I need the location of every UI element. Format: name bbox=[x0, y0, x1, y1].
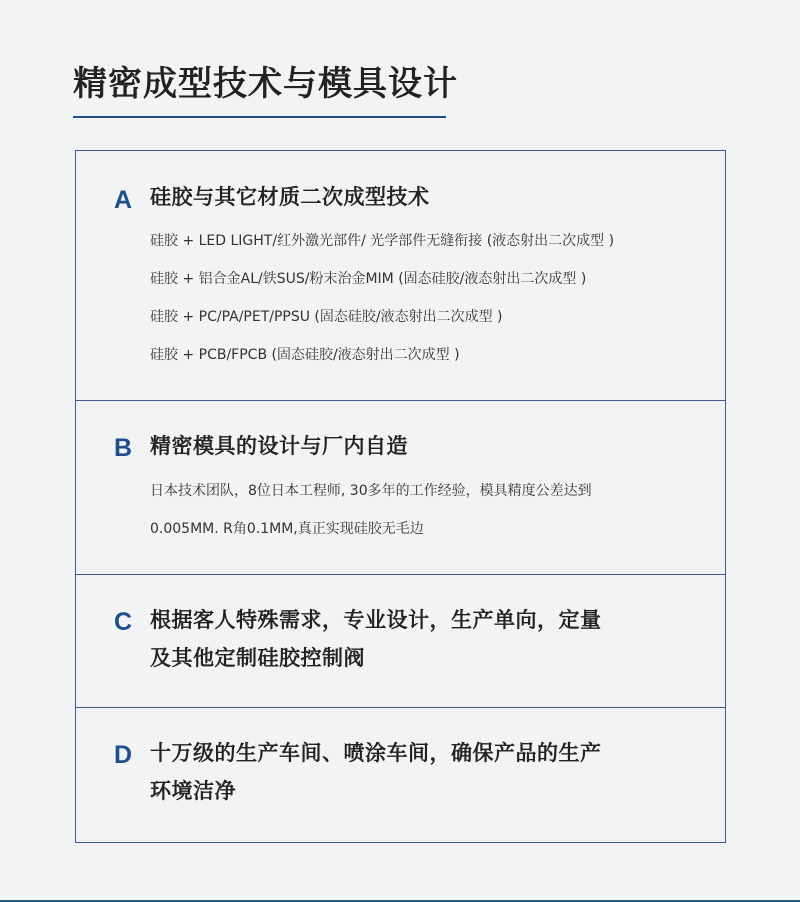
section-letter: A bbox=[114, 186, 133, 214]
section-line: 硅胶 + LED LIGHT/红外激光部件/ 光学部件无缝衔接 (液态射出二次成型 ) bbox=[150, 233, 615, 249]
section-letter: C bbox=[114, 608, 133, 636]
section-line: 日本技术团队，8位日本工程师, 30多年的工作经验，模具精度公差达到 bbox=[150, 483, 592, 499]
section-heading: 根据客人特殊需求，专业设计，生产单向，定量 bbox=[150, 608, 602, 632]
section-a bbox=[76, 151, 725, 401]
section-b bbox=[76, 401, 725, 575]
section-line: 硅胶 + PCB/FPCB (固态硅胶/液态射出二次成型 ) bbox=[150, 347, 460, 363]
feature-panel bbox=[75, 150, 726, 843]
section-line: 0.005MM. R角0.1MM,真正实现硅胶无毛边 bbox=[150, 521, 424, 537]
section-heading: 环境洁净 bbox=[150, 779, 236, 803]
title-underline bbox=[73, 116, 446, 118]
section-letter: B bbox=[114, 434, 133, 462]
section-line: 硅胶 + PC/PA/PET/PPSU (固态硅胶/液态射出二次成型 ) bbox=[150, 309, 503, 325]
page-title: 精密成型技术与模具设计 bbox=[73, 64, 458, 104]
section-c bbox=[76, 575, 725, 708]
section-heading: 十万级的生产车间、喷涂车间，确保产品的生产 bbox=[150, 741, 602, 765]
section-d bbox=[76, 708, 725, 842]
section-line: 硅胶 + 铝合金AL/铁SUS/粉末治金MIM (固态硅胶/液态射出二次成型 ) bbox=[150, 271, 587, 287]
section-letter: D bbox=[114, 741, 133, 769]
section-heading: 硅胶与其它材质二次成型技术 bbox=[150, 185, 430, 209]
section-heading: 精密模具的设计与厂内自造 bbox=[150, 434, 408, 458]
section-heading: 及其他定制硅胶控制阀 bbox=[150, 646, 365, 670]
